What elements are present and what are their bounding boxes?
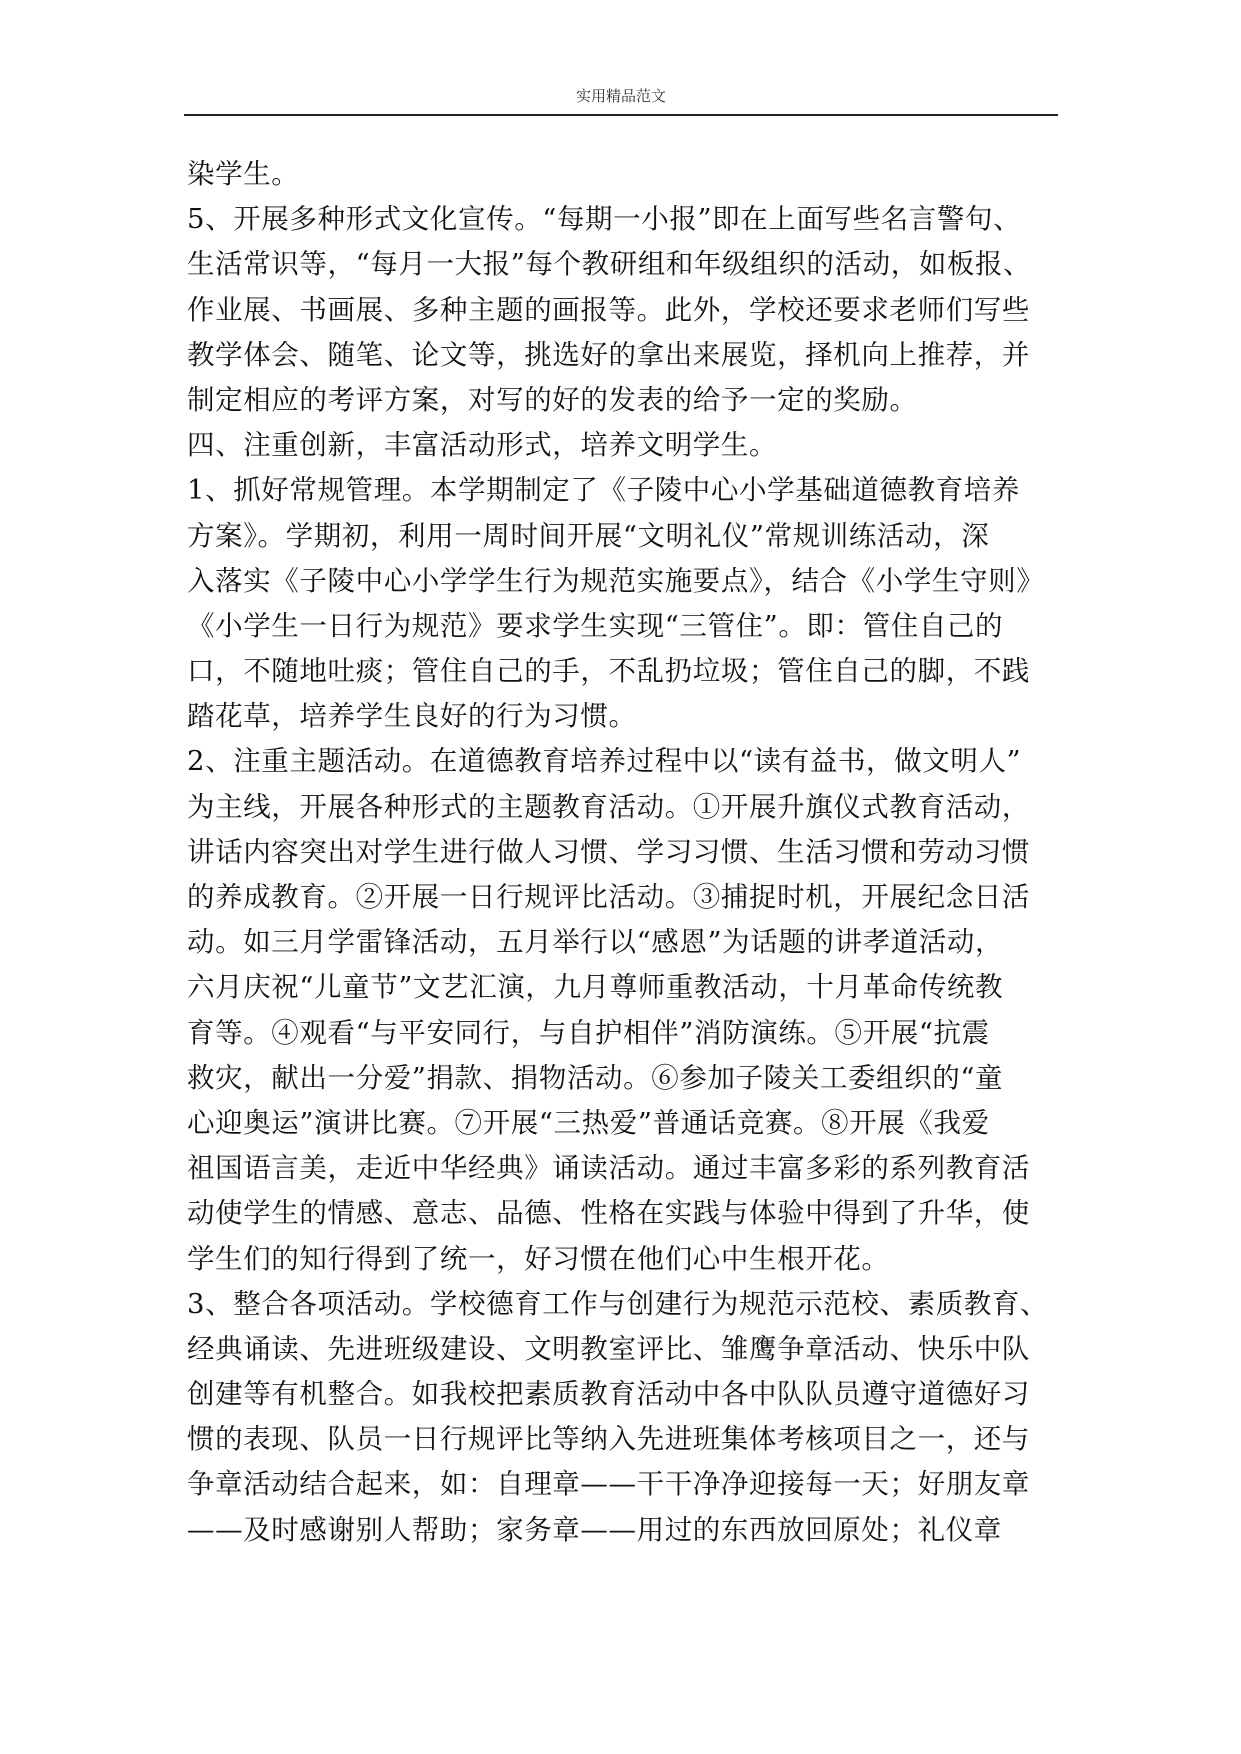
section-heading: 四、注重创新，丰富活动形式，培养文明学生。: [187, 429, 778, 462]
text-line: 方案》。学期初，利用一周时间开展“文明礼仪”常规训练活动，深: [187, 519, 990, 552]
page-header: 实用精品范文: [575, 87, 666, 105]
text-line: 1、抓好常规管理。本学期制定了《子陵中心小学基础道德教育培养: [187, 474, 1020, 507]
text-line: ——及时感谢别人帮助；家务章——用过的东西放回原处；礼仪章: [187, 1513, 1002, 1546]
text-line: 入落实《子陵中心小学学生行为规范实施要点》，结合《小学生守则》: [187, 564, 1045, 597]
text-line: 救灾，献出一分爱”捐款、捐物活动。⑥参加子陵关工委组织的“童: [187, 1061, 1004, 1094]
text-line: 生活常识等，“每月一大报”每个教研组和年级组织的活动，如板报、: [187, 248, 1032, 281]
text-line: 讲话内容突出对学生进行做人习惯、学习习惯、生活习惯和劳动习惯: [187, 835, 1030, 868]
text-line: 动使学生的情感、意志、品德、性格在实践与体验中得到了升华，使: [187, 1197, 1030, 1230]
text-line: 争章活动结合起来，如：自理章——干干净净迎接每一天；好朋友章: [187, 1468, 1030, 1501]
text-line: 六月庆祝“儿童节”文艺汇演，九月尊师重教活动，十月革命传统教: [187, 971, 1004, 1004]
text-line: 3、整合各项活动。学校德育工作与创建行为规范示范校、素质教育、: [187, 1287, 1049, 1320]
text-line: 惯的表现、队员一日行规评比等纳入先进班集体考核项目之一，还与: [187, 1423, 1030, 1456]
text-line: 2、注重主题活动。在道德教育培养过程中以“读有益书，做文明人”: [187, 745, 1022, 778]
text-line: 为主线，开展各种形式的主题教育活动。①开展升旗仪式教育活动，: [187, 790, 1030, 823]
text-line: 心迎奥运”演讲比赛。⑦开展“三热爱”普通话竞赛。⑧开展《我爱: [187, 1106, 990, 1139]
text-line: 口，不随地吐痰；管住自己的手，不乱扔垃圾；管住自己的脚，不践: [187, 655, 1030, 688]
text-line: 踏花草，培养学生良好的行为习惯。: [187, 700, 637, 733]
text-line: 的养成教育。②开展一日行规评比活动。③捕捉时机，开展纪念日活: [187, 881, 1030, 913]
text-line: 育等。④观看“与平安同行，与自护相伴”消防演练。⑤开展“抗震: [187, 1016, 990, 1049]
text-line: 动。如三月学雷锋活动，五月举行以“感恩”为话题的讲孝道活动，: [187, 926, 1004, 959]
header-divider: [184, 114, 1058, 116]
text-line: 经典诵读、先进班级建设、文明教室评比、雏鹰争章活动、快乐中队: [187, 1332, 1030, 1365]
text-line: 学生们的知行得到了统一，好习惯在他们心中生根开花。: [187, 1242, 890, 1275]
text-line: 祖国语言美，走近中华经典》诵读活动。通过丰富多彩的系列教育活: [187, 1152, 1030, 1185]
text-line: 制定相应的考评方案，对写的好的发表的给予一定的奖励。: [187, 383, 918, 416]
text-line: 作业展、书画展、多种主题的画报等。此外，学校还要求老师们写些: [187, 293, 1030, 326]
text-line: 5、开展多种形式文化宣传。“每期一小报”即在上面写些名言警句、: [187, 203, 1022, 236]
text-line: 染学生。: [187, 158, 300, 190]
document-body: [187, 152, 1067, 1553]
text-line: 《小学生一日行为规范》要求学生实现“三管住”。即：管住自己的: [187, 609, 1004, 642]
text-line: 创建等有机整合。如我校把素质教育活动中各中队队员遵守道德好习: [187, 1378, 1030, 1411]
text-line: 教学体会、随笔、论文等，挑选好的拿出来展览，择机向上推荐，并: [187, 338, 1030, 371]
